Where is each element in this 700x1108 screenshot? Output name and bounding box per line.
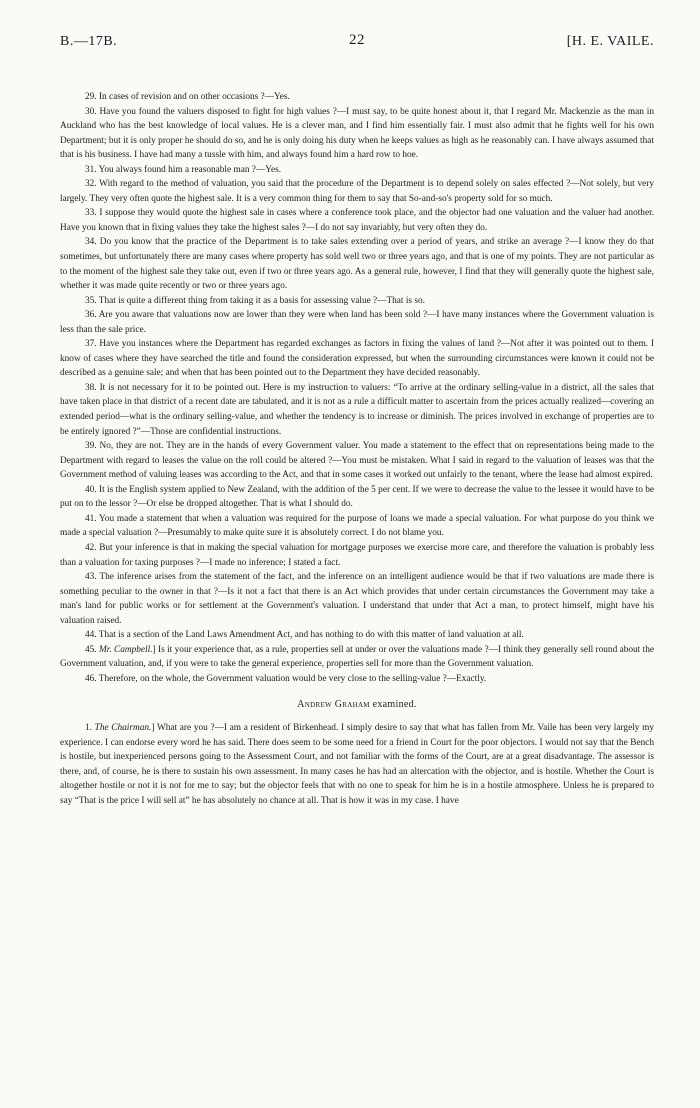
question-paragraph: 30. Have you found the valuers disposed to fight for high values ?—I must say, to be quite honest about it, that I regard Mr. Mackenzie as the man in Auckland who has the best knowledge of local values. He is a clever man, and I find him essentially fair. I must also admit that he fights well for his own Department; but it is only proper he should do so, and he is only doing his duty when he keeps values as high as he reasonably can. I have always assumed that that is his business. I have had many a tussle with him, and always found him a hard row to hoe.: [60, 106, 654, 161]
paragraph-1-text: ] What are you ?—I am a resident of Birkenhead. I simply desire to say that what has fallen from Mr. Vaile has been very largely my experience. I can endorse every word he has said. There does seem to be some need for a friend in Court for the poor objectors. I would not say that the Bench is hostile, but inexperienced persons going to the Assessment Court, and not familiar with the forms of the Court, are at a great disadvantage. The assessor is there, and, of course, he is there to sustain his own assessment. In many cases he has had an altercation with the objector, and is hostile. Whether the Court is altogether hostile or not it is not for me to say; but the objector feels that with no one to speak for him he is in a hostile atmosphere. Unless he is prepared to say “That is the price I will sell at” he has absolutely no chance at all. That is how it was in my case. I have: [60, 722, 654, 806]
paragraph-1-number: 1.: [85, 722, 95, 733]
question-paragraph: 33. I suppose they would quote the highest sale in cases where a conference took place, and the objector had one valuation and the valuer had another. Have you known that in fixing values they take the highest sales ?—I do not say invariably, but very often they do.: [60, 208, 654, 233]
question-paragraph: 29. In cases of revision and on other occasions ?—Yes.: [85, 92, 290, 102]
question-paragraph: 35. That is quite a different thing from taking it as a basis for assessing value ?—That is so.: [85, 295, 425, 306]
witness-heading-name: Andrew Graham: [297, 699, 370, 711]
question-paragraph: 34. Do you know that the practice of the Department is to take sales extending over a period of years, and strike an average ?—I know they do that sometimes, but unfortunately there are many cases where property has sold well two or three years ago, and that is one of my points. They are not particular as to the moment of the highest sale they take out, even if two or three years ago. As a general rule, however, I find that they will generally quote the highest sale, whether it was made quite recently or two or three years ago.: [60, 237, 654, 292]
witness-name: [H. E. VAILE.: [566, 34, 654, 49]
page-body: [60, 90, 654, 808]
paragraph-46: 46. Therefore, on the whole, the Government valuation would be very close to the selling-value ?—Exactly.: [85, 673, 487, 684]
question-paragraph: 36. Are you aware that valuations now are lower than they were when land has been sold ?—I have many instances where the Government valuation is less than the sale price.: [60, 310, 654, 335]
page-header: [60, 26, 654, 52]
question-paragraph: 37. Have you instances where the Department has regarded exchanges as factors in fixing the values of land ?—Not after it was pointed out to them. I know of cases where they have searched the title and found the consideration expressed, but when the surrounding circumstances were known it could not be described as a genuine sale; and when that has been pointed out to the Department they have decided reasonably.: [60, 339, 654, 379]
page-number: 22: [349, 32, 365, 48]
question-paragraph: 41. You made a statement that when a valuation was required for the purpose of loans we made a special valuation. For what purpose do you think we made a special valuation ?—Presumably to make quite sure it is absolutely correct. I do not blame you.: [60, 513, 654, 539]
question-paragraph: 42. But your inference is that in making the special valuation for mortgage purposes we exercise more care, and therefore the valuation is probably less than a valuation for taxing purposes ?—I made no inference; I stated a fact.: [60, 542, 654, 568]
question-paragraph: 31. You always found him a reasonable man ?—Yes.: [85, 164, 282, 175]
evidence-questions-part-1: [60, 90, 654, 643]
section-heading: [60, 698, 654, 713]
document-reference: B.—17B.: [60, 34, 118, 49]
question-paragraph: 44. That is a section of the Land Laws Amendment Act, and has nothing to do with this matter of land valuation at all.: [85, 630, 524, 641]
question-paragraph: 43. The inference arises from the statement of the fact, and the inference on an intelligent audience would be that if two valuations are made there is something peculiar to the owner in that ?—Is it not a fact that there is an Act which provides that under certain circumstances the Government may take a man's land for public works or for settlement at the Government's valuation. I understand that under that Act a man, to protect himself, might have his valuation raised.: [60, 572, 654, 626]
paragraph-1: [60, 721, 654, 808]
question-paragraph: 39. No, they are not. They are in the hands of every Government valuer. You made a statement to the effect that on representations being made to the Department with regard to leases the value on the roll could be altered ?—You must be mistaken. What I said in regard to the valuation of leases was that the Government method of valuing leases was according to the Act, and that in some cases it worked out unfairly to the tenant, where the lease had almost expired.: [60, 441, 654, 481]
question-paragraph: 32. With regard to the method of valuation, you said that the procedure of the Department is to depend solely on sales effected ?—Not solely, but very largely. They very often quote the highest sale. It is a very common thing for them to say that So-and-so's property sold for so much.: [60, 179, 654, 204]
question-paragraph: 38. It is not necessary for it to be pointed out. Here is my instruction to valuers: “To arrive at the ordinary selling-value in a district, all the sales that have taken place in that district of a recent date are tabulated, and it is not as a rule a difficult matter to ascertain from the prices actually realized—covering an extended period—what is the ordinary selling-value, and whether the tendency is to increase or diminish. The prices involved in exchange of properties are to be entirely ignored ?”—Those are confidential instructions.: [60, 382, 654, 437]
paragraph-45-text: ] Is it your experience that, as a rule, properties sell at under or over the valuations made ?—I think they generally sell round about the Government valuation, and, if you were to take the general experience, properties sell for more than the Government valuation.: [60, 644, 654, 670]
witness-heading-suffix: examined.: [369, 699, 417, 711]
paragraph-45: [60, 643, 654, 672]
question-paragraph: 40. It is the English system applied to New Zealand, with the addition of the 5 per cent. If we were to decrease the value to the lessee it would have to be put on to the lessor ?—Or else be dropped altogether. That is what I should do.: [60, 484, 654, 510]
paragraph-45-number: 45.: [85, 644, 100, 655]
paragraph-1-speaker: The Chairman.: [94, 722, 152, 733]
paragraph-45-speaker: Mr. Campbell.: [99, 644, 153, 655]
